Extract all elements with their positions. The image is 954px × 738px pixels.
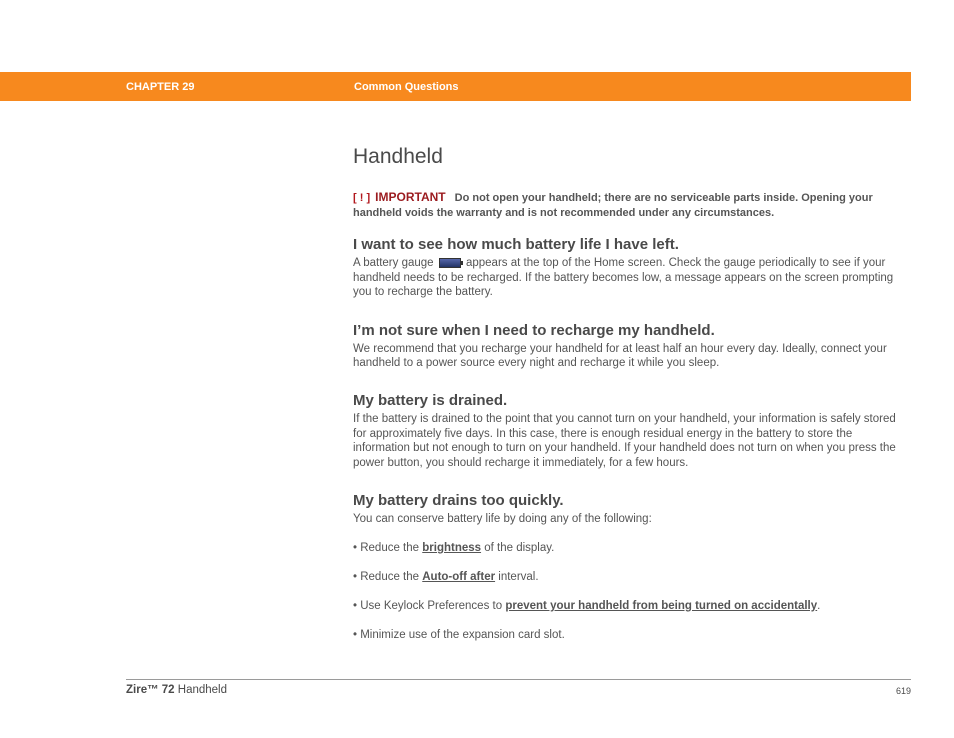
footer-product-suffix: Handheld: [174, 684, 228, 696]
footer-product: [126, 684, 227, 696]
list-item-text: • Reduce the: [353, 570, 423, 583]
brightness-link[interactable]: brightness: [422, 541, 482, 554]
list-item-text: • Reduce the: [353, 541, 423, 554]
answer-text: If the battery is drained to the point that you cannot turn on your handheld, your information is safely stored for approximately five days. In this case, there is enough residual energy in the battery to store the information but not enough to turn on your handheld. If your handheld does not turn on when you press the power button, you should recharge it immediately, for a few hours.: [353, 412, 896, 469]
list-item: [353, 541, 911, 556]
question-heading: My battery is drained.: [353, 391, 508, 409]
list-item: [353, 570, 911, 585]
keylock-link[interactable]: prevent your handheld from being turned on accidentally: [505, 599, 818, 612]
answer-text: You can conserve battery life by doing any of the following:: [353, 513, 652, 526]
question-heading: My battery drains too quickly.: [353, 492, 564, 510]
section-battery-drained: [353, 391, 911, 470]
answer-text: We recommend that you recharge your handheld for at least half an hour every day. Ideally, connect your handheld to a power source every night and recharge it while you sleep.: [353, 342, 887, 370]
chapter-title: Common Questions: [354, 81, 459, 93]
section-recharge-when: [353, 321, 911, 371]
important-text: Do not open your handheld; there are no serviceable parts inside. Opening your handheld voids the warranty and is not recommended under any circumstances.: [353, 192, 873, 219]
list-item: • Minimize use of the expansion card slot.: [353, 628, 565, 641]
important-notice: [353, 190, 911, 220]
important-label: IMPORTANT: [375, 190, 446, 204]
tips-list: [353, 541, 911, 643]
main-content: [353, 143, 911, 642]
list-item-text: of the display.: [481, 541, 555, 554]
list-item-text: .: [817, 599, 821, 612]
footer-divider: [126, 679, 911, 680]
answer-text-part: appears at the top of the Home screen. Check the gauge periodically to see if your handheld needs to be recharged. If the battery becomes low, a message appears on the screen prompting you to recharge the battery.: [353, 257, 894, 299]
footer-product-name: Zire™ 72: [126, 684, 175, 696]
list-item-text: • Use Keylock Preferences to: [353, 599, 506, 612]
question-heading: I’m not sure when I need to recharge my handheld.: [353, 321, 715, 339]
battery-gauge-icon: [439, 258, 461, 268]
chapter-header-bar: [0, 72, 911, 101]
chapter-number: CHAPTER 29: [126, 81, 195, 93]
important-icon: [ ! ]: [353, 192, 371, 204]
auto-off-link[interactable]: Auto-off after: [422, 570, 496, 583]
section-drains-quickly: [353, 491, 911, 642]
answer-text: [353, 256, 911, 300]
page-number: 619: [895, 686, 911, 696]
section-battery-life: [353, 235, 911, 300]
list-item: [353, 599, 911, 614]
list-item-text: interval.: [495, 570, 539, 583]
answer-text-part: A battery gauge: [353, 257, 434, 269]
question-heading: I want to see how much battery life I have left.: [353, 236, 679, 253]
page-title: Handheld: [353, 145, 443, 168]
